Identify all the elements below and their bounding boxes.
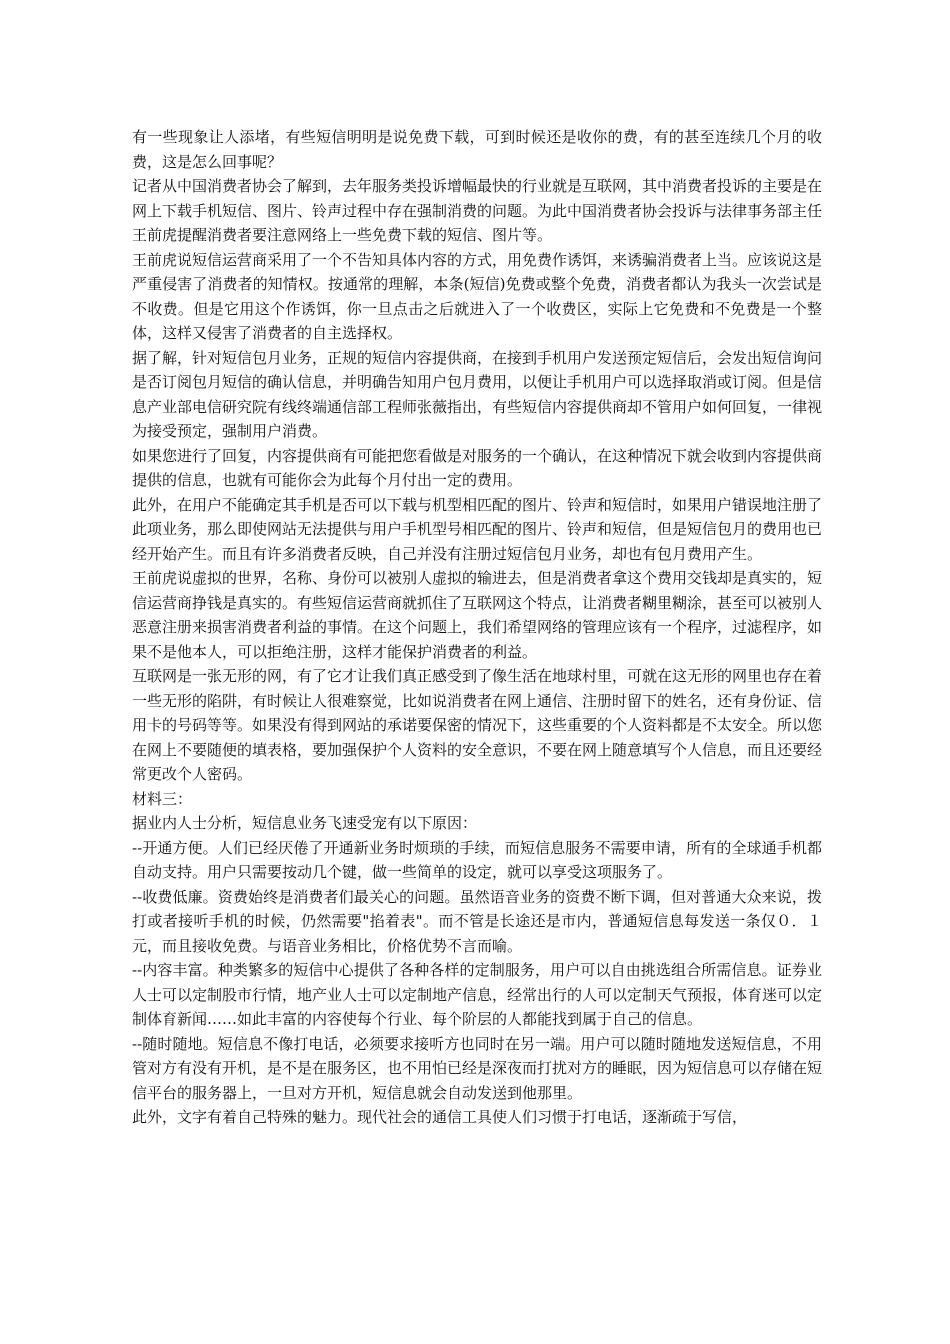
paragraph-intro-question: 有一些现象让人添堵，有些短信明明是说免费下载，可到时候还是收你的费，有的甚至连续几个月的收费，这是怎么回事呢？ (132, 128, 822, 171)
paragraph-convenient-activation: --开通方便。人们已经厌倦了开通新业务时烦琐的手续，而短信息服务不需要申请，所有的全球通手机都自动支持。用户只需要按动几个键，做一些简单的设定，就可以享受这项服务了。 (132, 838, 822, 881)
paragraph-free-bait: 王前虎说短信运营商采用了一个不告知具体内容的方式，用免费作诱饵，来诱骗消费者上当。应该说这是严重侵害了消费者的知情权。按通常的理解，本条(短信)免费或整个免费，消费者都认为我头一次尝试是不收费。但是它用这个作诱饵，你一旦点击之后就进入了一个收费区，实际上它免费和不免费是一个整体，这样又侵害了消费者的自主选择权。 (132, 250, 823, 342)
paragraph-low-cost: --收费低廉。资费始终是消费者们最关心的问题。虽然语音业务的资费不断下调，但对普通大众来说，拨打或者接听手机的时候，仍然需要"掐着表"。而不管是长途还是市内，普通短信息每发送一条仅０．１元，而且接收免费。与语音业务相比，价格优势不言而喻。 (132, 887, 822, 955)
paragraph-virtual-world: 王前虎说虚拟的世界，名称、身份可以被别人虚拟的输进去，但是消费者拿这个费用交钱却是真实的，短信运营商挣钱是真实的。有些短信运营商就抓住了互联网这个特点，让消费者糊里糊涂，甚至可以被别人恶意注册来损害消费者利益的事情。在这个问题上，我们希望网络的管理应该有一个程序，过滤程序，如果不是他本人，可以拒绝注册，这样才能保护消费者的利益。 (132, 569, 823, 661)
section-heading-material-three: 材料三： (132, 789, 193, 808)
document-body (132, 125, 822, 1130)
paragraph-industry-analysis: 据业内人士分析，短信息业务飞速受宠有以下原因： (132, 814, 478, 832)
paragraph-device-mismatch: 此外，在用户不能确定其手机是否可以下载与机型相匹配的图片、铃声和短信时，如果用户错误地注册了此项业务，那么即使网站无法提供与用户手机型号相匹配的图片、铃声和短信，但是短信包月的费用也已经开始产生。而且有许多消费者反映，自己并没有注册过短信包月业务，却也有包月费用产生。 (132, 495, 823, 563)
paragraph-anytime-anywhere: --随时随地。短信息不像打电话，必须要求接听方也同时在另一端。用户可以随时随地发送短信息，不用管对方有没有开机，是不是在服务区，也不用怕已经是深夜而打扰对方的睡眠，因为短信息可以存储在短信平台的服务器上，一旦对方开机，短信息就会自动发送到他那里。 (132, 1034, 823, 1102)
paragraph-consumer-association: 记者从中国消费者协会了解到，去年服务类投诉增幅最快的行业就是互联网，其中消费者投诉的主要是在网上下载手机短信、图片、铃声过程中存在强制消费的问题。为此中国消费者协会投诉与法律事务部主任王前虎提醒消费者要注意网络上一些免费下载的短信、图片等。 (132, 177, 823, 244)
paragraph-rich-content: --内容丰富。种类繁多的短信中心提供了各种各样的定制服务，用户可以自由挑选组合所需信息。证券业人士可以定制股市行情，地产业人士可以定制地产信息，经常出行的人可以定制天气预报，体育迷可以定制体育新闻……如此丰富的内容使每个行业、每个阶层的人都能找到属于自己的信息。 (132, 961, 823, 1028)
paragraph-monthly-subscription: 据了解，针对短信包月业务，正规的短信内容提供商，在接到手机用户发送预定短信后，会发出短信询问是否订阅包月短信的确认信息，并明确告知用户包月费用，以便让手机用户可以选择取消或订阅。但是信息产业部电信研究院有线终端通信部工程师张薇指出，有些短信内容提供商却不管用户如何回复，一律视为接受预定，强制用户消费。 (132, 348, 823, 440)
paragraph-internet-traps: 互联网是一张无形的网，有了它才让我们真正感受到了像生活在地球村里，可就在这无形的网里也存在着一些无形的陷阱，有时候让人很难察觉，比如说消费者在网上通信、注册时留下的姓名，还有身份证、信用卡的号码等等。如果没有得到网站的承诺要保密的情况下，这些重要的个人资料都是不太安全。所以您在网上不要随便的填表格，要加强保护个人资料的安全意识，不要在网上随意填写个人信息，而且还要经常更改个人密码。 (132, 667, 823, 783)
paragraph-reply-confirmation: 如果您进行了回复，内容提供商有可能把您看做是对服务的一个确认，在这种情况下就会收到内容提供商提供的信息，也就有可能你会为此每个月付出一定的费用。 (132, 446, 823, 489)
paragraph-text-charm: 此外，文字有着自己特殊的魅力。现代社会的通信工具使人们习惯于打电话，逐渐疏于写信， (132, 1108, 748, 1126)
